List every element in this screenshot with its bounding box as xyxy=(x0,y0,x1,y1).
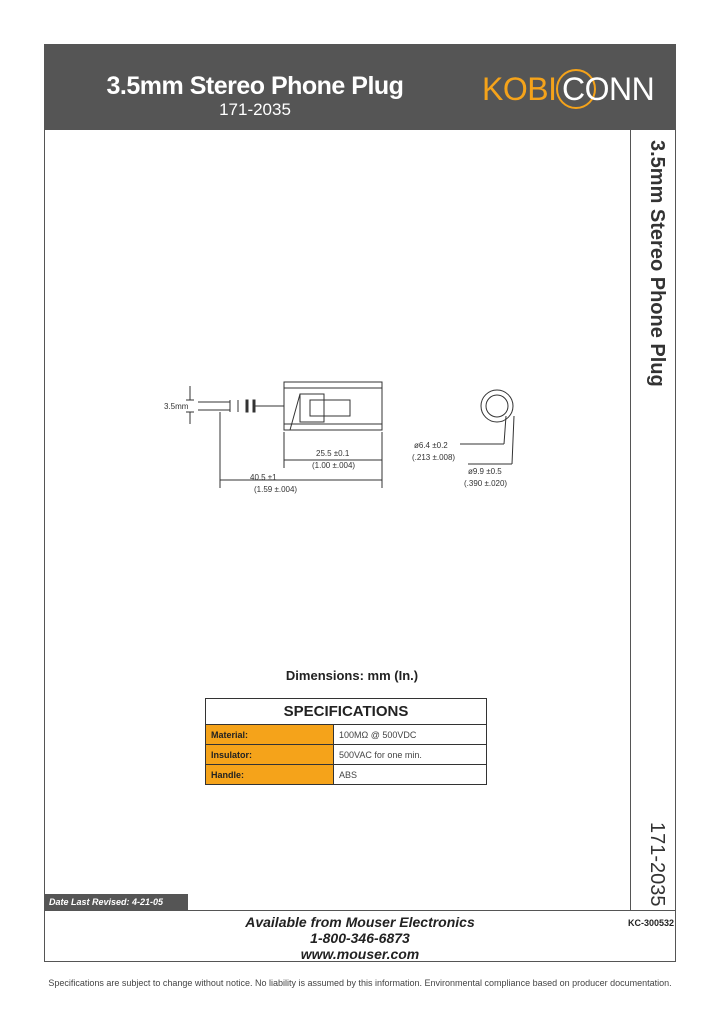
specifications-table xyxy=(205,698,487,785)
inner-diameter-label: ø6.4 ±0.2 xyxy=(414,441,448,450)
logo-kobi-text: KOBI xyxy=(482,71,557,107)
body-length-in-label: (1.00 ±.004) xyxy=(312,461,356,470)
table-header-row xyxy=(206,699,487,725)
spec-label: Handle: xyxy=(206,765,334,785)
overall-length-in-label: (1.59 ±.004) xyxy=(254,485,298,494)
specifications-heading: SPECIFICATIONS xyxy=(206,699,487,725)
plug-drawing xyxy=(150,372,530,502)
part-number: 171-2035 xyxy=(219,100,291,119)
plug-tip xyxy=(198,402,230,410)
page-title: 3.5mm Stereo Phone Plug xyxy=(106,72,404,100)
divider xyxy=(44,910,676,911)
sidebar-part-number: 171-2035 xyxy=(646,822,668,907)
outer-diameter-label: ø9.9 ±0.5 xyxy=(468,467,502,476)
website-link[interactable]: www.mouser.com xyxy=(300,946,420,962)
spec-value: 500VAC for one min. xyxy=(334,745,487,765)
spec-value: ABS xyxy=(334,765,487,785)
plug-body-inner xyxy=(300,394,324,422)
outer-diameter-in-label: (.390 ±.020) xyxy=(464,479,508,488)
disclaimer: Specifications are subject to change without notice. No liability is assumed by this information. Environmental compliance based on producer documentation. xyxy=(48,978,672,988)
end-view-inner xyxy=(486,395,508,417)
document-code: KC-300532 xyxy=(627,918,674,928)
available-from: Available from Mouser Electronics xyxy=(245,914,475,930)
sidebar-title: 3.5mm Stereo Phone Plug xyxy=(646,140,668,387)
plug-diameter-label: 3.5mm xyxy=(164,402,189,411)
phone-number: 1-800-346-6873 xyxy=(310,930,410,946)
body-length-label: 25.5 ±0.1 xyxy=(316,449,350,458)
inner-diameter-in-label: (.213 ±.008) xyxy=(412,453,456,462)
table-row xyxy=(206,725,487,745)
plug-body xyxy=(284,382,382,430)
spec-value: 100MΩ @ 500VDC xyxy=(334,725,487,745)
dimensions-caption: Dimensions: mm (In.) xyxy=(285,668,419,683)
date-revised: Date Last Revised: 4-21-05 xyxy=(44,894,188,910)
logo-conn-text: CONN xyxy=(562,71,655,107)
table-row xyxy=(206,745,487,765)
spec-label: Insulator: xyxy=(206,745,334,765)
page-frame xyxy=(44,44,676,962)
table-row xyxy=(206,765,487,785)
spec-label: Material: xyxy=(206,725,334,745)
overall-length-label: 40.5 ±1 xyxy=(250,473,277,482)
kobiconn-logo xyxy=(474,66,664,114)
